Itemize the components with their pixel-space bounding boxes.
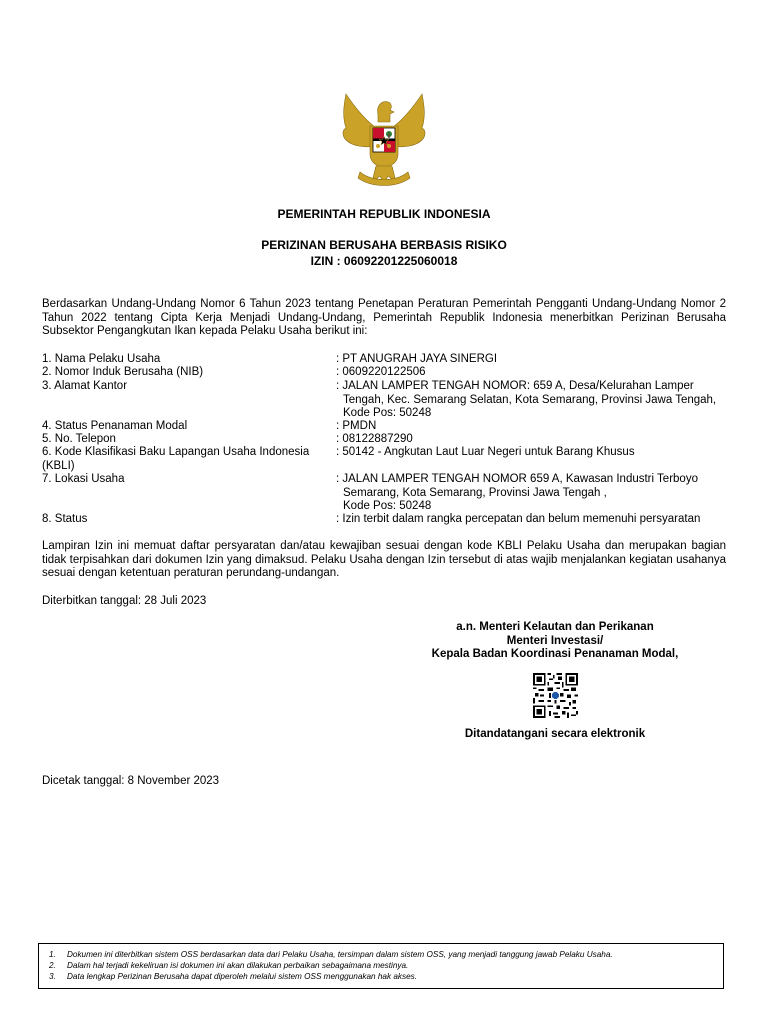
footnote-text: Dokumen ini diterbitkan sistem OSS berdasarkan data dari Pelaku Usaha, tersimpan dalam sistem OSS, yang menjadi tanggung jawab Pelaku Usaha.: [67, 950, 613, 959]
field-label: 1. Nama Pelaku Usaha: [42, 353, 161, 365]
footnote-item: [49, 960, 723, 971]
signatory-line-1: a.n. Menteri Kelautan dan Perikanan: [456, 621, 654, 633]
signatory-line-2: Menteri Investasi/: [506, 635, 604, 647]
government-heading: PEMERINTAH REPUBLIK INDONESIA: [277, 207, 491, 221]
signatory-line-3: Kepala Badan Koordinasi Penanaman Modal,: [431, 648, 679, 660]
electronic-signature-note: Ditandatangani secara elektronik: [464, 728, 646, 740]
field-label: 4. Status Penanaman Modal: [42, 420, 188, 432]
field-label: 8. Status: [42, 513, 88, 525]
document-title: PERIZINAN BERUSAHA BERBASIS RISIKO: [261, 238, 507, 252]
attachment-note: Lampiran Izin ini memuat daftar persyaratan dan/atau kewajiban sesuai dengan kode KBLI Pelaku Usaha dan merupakan bagian tidak terpisahkan dari dokumen Izin yang dimaksud. Pelaku Usaha dengan Izin tersebut di atas wajib menjalankan kegiatan usahanya sesuai dengan ketentuan peraturan perundang-undangan.: [42, 540, 726, 579]
field-value: : 50142 - Angkutan Laut Luar Negeri untuk Barang Khusus: [336, 446, 635, 458]
permit-number: IZIN : 06092201225060018: [310, 254, 458, 268]
field-value: : JALAN LAMPER TENGAH NOMOR 659 A, Kawasan Industri Terboyo Semarang, Kota Semarang, Provinsi Jawa Tengah , Kode Pos: 50248: [336, 473, 698, 512]
footnote-number: 1.: [49, 950, 56, 959]
field-value: : JALAN LAMPER TENGAH NOMOR: 659 A, Desa/Kelurahan Lamper Tengah, Kec. Semarang Selatan, Kota Semarang, Provinsi Jawa Tengah, Kode Pos: 50248: [336, 380, 717, 419]
field-value: : 08122887290: [336, 433, 413, 445]
field-label: 6. Kode Klasifikasi Baku Lapangan Usaha Indonesia (KBLI): [42, 446, 310, 472]
field-value: : Izin terbit dalam rangka percepatan dan belum memenuhi persyaratan: [336, 513, 701, 525]
field-value: : 0609220122506: [336, 366, 426, 378]
field-value: : PMDN: [336, 420, 377, 432]
issued-date: Diterbitkan tanggal: 28 Juli 2023: [42, 595, 207, 607]
field-label: 3. Alamat Kantor: [42, 380, 128, 392]
field-value: : PT ANUGRAH JAYA SINERGI: [336, 353, 498, 365]
field-label: 7. Lokasi Usaha: [42, 473, 125, 485]
intro-paragraph: Berdasarkan Undang-Undang Nomor 6 Tahun 2023 tentang Penetapan Peraturan Pemerintah Pengganti Undang-Undang Nomor 2 Tahun 2022 tentang Cipta Kerja Menjadi Undang-Undang, Pemerintah Republik Indonesia menerbitkan Perizinan Berusaha Subsektor Pengangkutan Ikan kepada Pelaku Usaha berikut ini:: [42, 298, 726, 337]
footnote-item: [49, 971, 723, 982]
footnote-number: 3.: [49, 972, 56, 981]
footnote-text: Dalam hal terjadi kekeliruan isi dokumen ini akan dilakukan perbaikan sebagaimana mestinya.: [67, 961, 409, 970]
footnote-text: Data lengkap Perizinan Berusaha dapat diperoleh melalui sistem OSS menggunakan hak akses.: [67, 972, 417, 981]
printed-date: Dicetak tanggal: 8 November 2023: [42, 775, 220, 787]
field-label: 2. Nomor Induk Berusaha (NIB): [42, 366, 204, 378]
qr-code: [533, 673, 578, 718]
garuda-emblem: [336, 92, 432, 192]
footnote-number: 2.: [49, 961, 56, 970]
footnote-item: [49, 949, 723, 960]
footnotes-box: [38, 943, 724, 989]
field-label: 5. No. Telepon: [42, 433, 116, 445]
